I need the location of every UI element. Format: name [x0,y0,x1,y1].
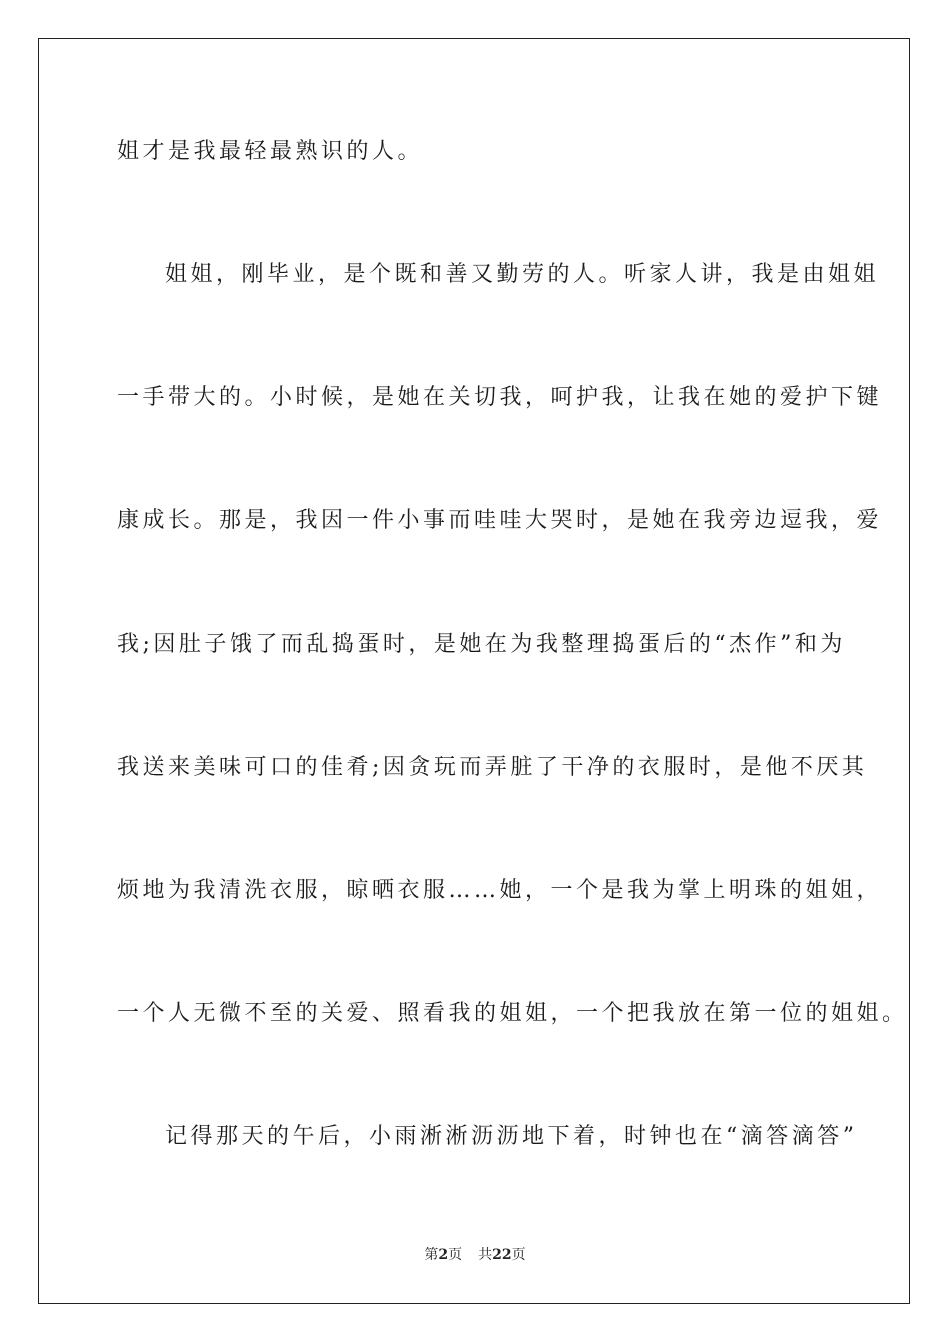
text-line-9: 记得那天的午后，小雨淅淅沥沥地下着，时钟也在“滴答滴答” [165,1124,858,1149]
footer-page-prefix: 第 [424,1247,439,1263]
footer-page-suffix: 页 [448,1247,463,1263]
page-footer [0,1246,950,1264]
text-line-4: 康成长。那是，我因一件小事而哇哇大哭时，是她在我旁边逗我，爱 [117,508,883,533]
text-line-6: 我送来美味可口的佳肴;因贪玩而弄脏了干净的衣服时，是他不厌其 [117,755,868,780]
text-line-3: 一手带大的。小时候，是她在关切我，呵护我，让我在她的爱护下键 [117,385,883,410]
footer-total-prefix: 共 [478,1247,493,1263]
text-line-1: 姐才是我最轻最熟识的人。 [117,139,424,164]
page-border [38,38,910,1304]
footer-total-suffix: 页 [511,1247,526,1263]
text-line-5: 我;因肚子饿了而乱捣蛋时，是她在为我整理捣蛋后的“杰作”和为 [117,632,846,657]
footer-page-number: 2 [438,1247,449,1263]
text-line-8: 一个人无微不至的关爱、照看我的姐姐，一个把我放在第一位的姐姐。 [117,1001,908,1026]
text-line-7: 烦地为我清洗衣服，晾晒衣服……她，一个是我为掌上明珠的姐姐， [117,878,883,903]
text-line-2: 姐姐，刚毕业，是个既和善又勤劳的人。听家人讲，我是由姐姐 [165,262,880,287]
footer-total-pages: 22 [492,1247,512,1263]
